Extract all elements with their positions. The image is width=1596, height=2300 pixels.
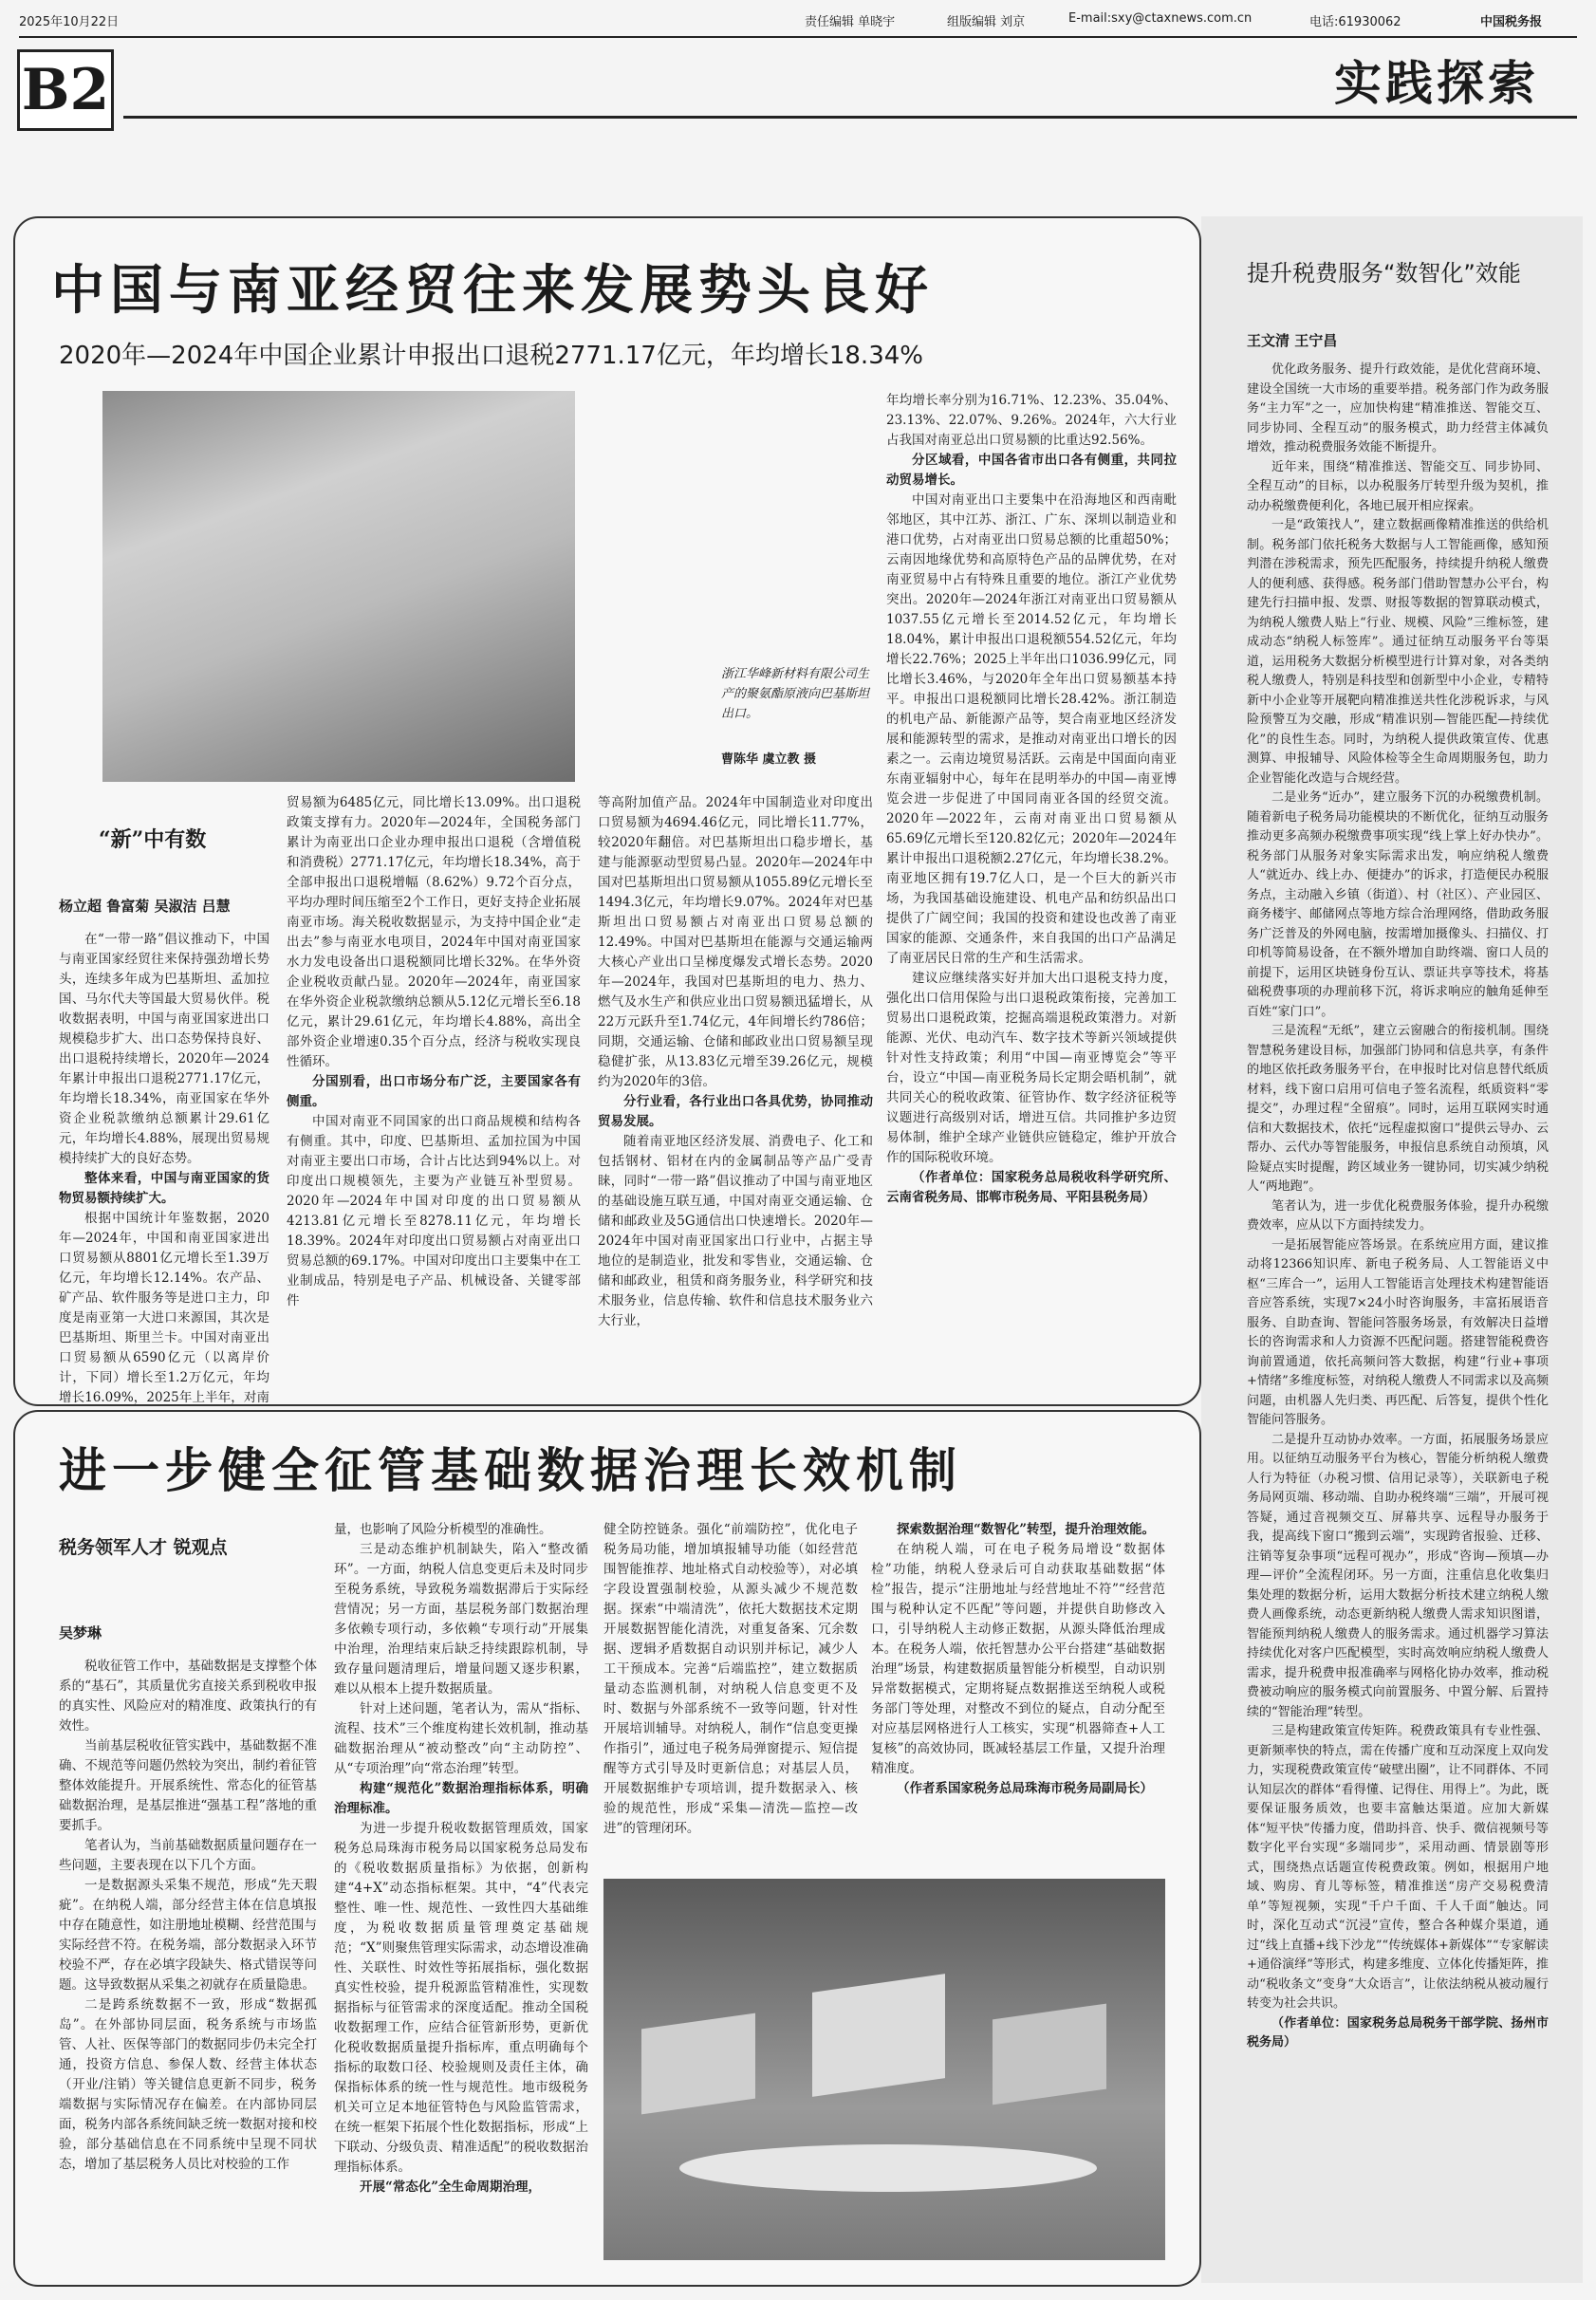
sidebar-author-unit: （作者单位：国家税务总局税务干部学院、扬州市税务局） [1247, 2015, 1549, 2050]
article2-col1 [59, 1657, 317, 2270]
header-phone: 电话:61930062 [1309, 15, 1401, 29]
sidebar-p2: 近年来，围绕“精准推送、智能交互、同步协同、全程互动”的目标，以办税服务厅转型升级为契机，推动办税缴费便利化，各地已展开相应探索。 [1247, 459, 1549, 513]
sidebar-p9: 三是构建政策宣传矩阵。税费政策具有专业性强、更新频率快的特点，需在传播广度和互动深度上双向发力，实现税费政策宣传“破壁出圈”，让不同群体、不同认知层次的群体“看得懂、记得住、用得上”。为此，既要保证服务质效，也要丰富触达渠道。应加大新媒体“短平快”传播力度，借助抖音、快手、微信视频号等数字化平台实现“多端同步”，采用动画、情景剧等形式，围绕热点话题宣传税费政策。例如，根据用户地域、购房、育儿等标签，精准推送“房产交易税费清单”等短视频，实现“千户千面、千人千面”触达。同时，深化互动式“沉浸”宣传，整合各种媒介渠道，通过“线上直播+线下沙龙”“传统媒体+新媒体”“专家解读+通俗演绎”等形式，构建多维度、立体化传播矩阵，推动“税收条文”变身“大众语言”，让依法纳税从被动履行转变为社会共识。 [1247, 1724, 1549, 2011]
article2-column-logo: 税务领军人才 锐观点 [59, 1537, 228, 1558]
section-title: 实践探索 [1334, 55, 1539, 111]
article2-p1: 税收征管工作中，基础数据是支撑整个体系的“基石”，其质量优劣直接关系到税收申报的真实性、风险应对的精准度、政策执行的有效性。 [59, 1659, 317, 1734]
article1-p4: 中国对南亚不同国家的出口商品规模和结构各有侧重。其中，印度、巴基斯坦、孟加拉国为中国对南亚主要出口市场，合计占比达到94%以上。对印度出口规模领先，主要为产业链互补型贸易。2020年—2024年中国对印度的出口贸易额从4213.81亿元增长至8278.11亿元，年均增长18.39%。2024年对印度出口贸易额占对南亚出口贸易总额的69.17%。中国对印度出口主要集中在工业制成品，特别是电子产品、机械设备、关键零部件 [287, 1114, 581, 1308]
article1-column-logo: “新”中有数 [99, 827, 207, 852]
article1-col3 [598, 793, 873, 1368]
article1-p2-heading: 整体来看，中国与南亚国家的货物贸易额持续扩大。 [59, 1171, 269, 1206]
sidebar-p5: 三是流程“无纸”，建立云窗融合的衔接机制。围绕智慧税务建设目标，加强部门协同和信息共享，有条件的地区依托政务服务平台，在申报时比对信息替代纸质材料，线下窗口启用可信电子签名流程，纸质资料“零提交”，办理过程“全留痕”。同时，运用互联网实时通信和大数据技术，依托“远程虚拟窗口”提供云导办、云帮办、云代办等智能服务，申报信息系统自动预填，风险疑点实时提醒，跨区域业务一键协同，切实减少纳税人“两地跑”。 [1247, 1024, 1549, 1194]
article1-title: 中国与南亚经贸往来发展势头良好 [51, 259, 934, 322]
article1-authors: 杨立超 鲁富菊 吴淑洁 吕慧 [59, 898, 231, 915]
article1-p4-heading: 分国别看，出口市场分布广泛，主要国家各有侧重。 [287, 1074, 581, 1109]
article1-photographers: 曹陈华 虞立教 摄 [721, 752, 817, 767]
article1-col1 [59, 930, 269, 1405]
article1-subtitle: 2020年—2024年中国企业累计申报出口退税2771.17亿元，年均增长18.34% [59, 342, 923, 370]
article1-p2: 根据中国统计年鉴数据，2020年—2024年，中国和南亚国家进出口贸易额从8801亿元增长至1.39万亿元，年均增长12.14%。农产品、矿产品、软件服务等是进口主力，印度是南亚第一大进口来源国，其次是巴基斯坦、斯里兰卡。中国对南亚出口贸易额从6590亿元（以离岸价计，下同）增长至1.2万亿元，年均增长16.09%，2025年上半年，对南 [59, 1211, 269, 1405]
illus-card-3 [993, 2004, 1106, 2105]
sidebar-title: 提升税费服务“数智化”效能 [1247, 260, 1521, 287]
article1-p8-heading: 分区域看，中国各省市出口各有侧重，共同拉动贸易增长。 [886, 453, 1177, 488]
article2-illustration [603, 1879, 1165, 2260]
article1-photo [102, 391, 575, 782]
article1-caption: 浙江华峰新材料有限公司生产的聚氨酯原液向巴基斯坦出口。 [721, 667, 870, 721]
illus-base [679, 2144, 1097, 2192]
sidebar-p1: 优化政务服务、提升行政效能，是优化营商环境、建设全国统一大市场的重要举措。税务部门作为政务服务“主力军”之一，应加快构建“精准推送、智能交互、同步协同、全程互动”的服务模式，助力经营主体减负增效，推动税费服务效能不断提升。 [1247, 362, 1549, 454]
sidebar-p6: 笔者认为，进一步优化税费服务体验，提升办税缴费效率，应从以下方面持续发力。 [1247, 1198, 1549, 1233]
article2-p8: 针对上述问题，笔者认为，需从“指标、流程、技术”三个维度构建长效机制，推动基础数据治理从“被动整改”向“主动防控”、从“专项治理”向“常态治理”转型。 [334, 1701, 588, 1776]
article2-col4 [871, 1520, 1165, 1867]
article2-p11: 在纳税人端，可在电子税务局增设“数据体检”功能，纳税人登录后可自动获取基础数据“体检”报告，提示“注册地址与经营地址不符”“经营范围与税种认定不匹配”等问题，并提供自助修改入口，引导纳税人主动修正数据，从源头降低治理成本。在税务人端，依托智慧办公平台搭建“基础数据治理”场景，构建数据质量智能分析模型，自动识别异常数据模式，定期将疑点数据推送至纳税人或税务部门等处理，对整改不到位的疑点，自动分配至对应基层网格进行人工核实，实现“机器筛查+人工复核”的高效协同，既减轻基层工作量，又提升治理精准度。 [871, 1542, 1165, 1776]
article2-p10: 健全防控链条。强化“前端防控”，优化电子税务局功能，增加填报辅导功能（如经营范围智能推荐、地址格式自动校验等），对必填字段设置强制校验，从源头减少不规范数据。探索“中端清洗”，依托大数据技术定期开展数据智能化清洗，对重复备案、冗余数据、逻辑矛盾数据自动识别并标记，减少人工干预成本。完善“后端监控”，建立数据质量动态监测机制，对纳税人信息变更不及时、数据与外部系统不一致等问题，针对性开展培训辅导。对纳税人，制作“信息变更操作指引”，通过电子税务局弹窗提示、短信提醒等方式引导及时更新信息；对基层人员，开展数据维护专项培训，提升数据录入、核验的规范性，形成“采集—清洗—监控—改进”的管理闭环。 [603, 1522, 858, 1836]
article2-p7: 三是动态维护机制缺失，陷入“整改循环”。一方面，纳税人信息变更后未及时同步至税务系统，导致税务端数据滞后于实际经营情况；另一方面，基层税务部门数据治理多依赖专项行动，多依赖“专项行动”开展集中治理，治理结束后缺乏持续跟踪机制，导致存量问题清理后，增量问题又逐步积累，难以从根本上提升数据质量。 [334, 1542, 588, 1697]
sidebar-p7: 一是拓展智能应答场景。在系统应用方面，建议推动将12366知识库、新电子税务局、人工智能语义中枢“三库合一”，运用人工智能语言处理技术构建智能语音应答系统，实现7×24小时咨询服务，丰富拓展语音服务、自助查询、智能问答服务场景，有效解决日益增长的咨询需求和人力资源不匹配问题。搭建智能税费咨询前置通道，依托高频问答大数据，构建“行业+事项+情绪”多维度标签，对纳税人缴费人不同需求以及高频问题，由机器人先归类、再匹配、后答复，提供个性化智能问答服务。 [1247, 1237, 1549, 1427]
section-rule [123, 116, 1577, 119]
article1-p9: 建议应继续落实好并加大出口退税支持力度，强化出口信用保险与出口退税政策衔接，完善加工贸易出口退税政策，挖掘高端退税政策潜力。对新能源、光伏、电动汽车、数字技术等新兴领域提供针对性支持政策；利用“中国—南亚博览会”等平台，设立“中国—南亚税务局长定期会晤机制”，就共同关心的税收政策、征管协作、数字经济征税等议题进行高级别对话，增进互信。共同推护多边贸易体制，维护全球产业链供应链稳定，维护开放合作的国际税收环境。 [886, 971, 1177, 1165]
sidebar-body [1247, 361, 1549, 2268]
article2-author-unit: （作者系国家税务总局珠海市税务局副局长） [897, 1781, 1153, 1796]
article2-author: 吴梦琳 [59, 1624, 102, 1642]
article2-col2 [334, 1520, 588, 2270]
sidebar-p3: 一是“政策找人”，建立数据画像精准推送的供给机制。税务部门依托税务大数据与人工智能画像，感知预判潜在涉税需求，预先匹配服务，持续提升纳税人缴费人的便利感、获得感。税务部门借助智慧办公平台，构建先行扫描申报、发票、财报等数据的智算联动模式，为纳税人缴费人贴上“行业、规模、风险”三维标签，建成动态“纳税人标签库”。通过征纳互动服务平台等渠道，运用税务大数据分析模型进行计算对象，对各类纳税人缴费人，特别是科技型和创新型中小企业，专精特新中小企业等开展靶向精准推送共性化涉税诉求，与风险预警互为交融，形成“精准识别—智能匹配—持续优化”的良性生态。同时，为纳税人提供政策宣传、优惠测算、申报辅导、风险体检等全生命周期服务包，助力企业智能化改造与合规经营。 [1247, 518, 1549, 786]
article1-col4 [886, 391, 1177, 1368]
header-rule [19, 36, 1577, 38]
article2-p10-heading: 开展“常态化”全生命周期治理， [360, 2179, 542, 2195]
article2-p5: 二是跨系统数据不一致，形成“数据孤岛”。在外部协同层面，税务系统与市场监管、人社、医保等部门的数据同步仍未完全打通，投资方信息、参保人数、经营主体状态（开业/注销）等关键信息更新不同步，税务端数据与实际情况存在偏差。在内部协同层面，税务内部各系统间缺乏统一数据对接和校验，部分基础信息在不同系统中呈现不同状态，增加了基层税务人员比对校验的工作 [59, 1997, 317, 2172]
article1-p3: 贸易额为6485亿元，同比增长13.09%。出口退税政策支撑有力。2020年—2024年，全国税务部门累计为南亚出口企业办理申报出口退税（含增值税和消费税）2771.17亿元，年均增长18.34%，高于全部申报出口退税增幅（8.62%）9.72个百分点，平均办理时间压缩至2个工作日，更好支持企业拓展南亚市场。海关税收数据显示，为支持中国企业“走出去”参与南亚水电项目，2024年中国对南亚国家水力发电设备出口退税额同比增长32%。在华外资企业税收贡献凸显。2020年—2024年，南亚国家在华外资企业税款缴纳总额从5.12亿元增长至6.18亿元，累计29.61亿元，年均增长4.88%，高出全部外资企业增速0.35个百分点，经济与税收实现良性循环。 [287, 795, 581, 1069]
article2-p2: 当前基层税收征管实践中，基础数据不准确、不规范等问题仍然较为突出，制约着征管整体效能提升。开展系统性、常态化的征管基础数据治理，是基层推进“强基工程”落地的重要抓手。 [59, 1738, 317, 1833]
sidebar-authors: 王文清 王宁昌 [1247, 332, 1338, 349]
article2-col3 [603, 1520, 858, 1867]
header-paper: 中国税务报 [1480, 15, 1543, 29]
article1-p1: 在“一带一路”倡议推动下，中国与南亚国家经贸往来保持强劲增长势头，连续多年成为巴基斯坦、孟加拉国、马尔代夫等国最大贸易伙伴。税收数据表明，中国与南亚国家进出口规模稳步扩大、出口态势保持良好、出口退税持续增长，2020年—2024年累计申报出口退税2771.17亿元，年均增长18.34%，南亚国家在华外资企业税款缴纳总额累计29.61亿元，年均增长4.88%，展现出贸易规模持续扩大的良好态势。 [59, 932, 269, 1166]
article2-p3: 笔者认为，当前基础数据质量问题存在一些问题，主要表现在以下几个方面。 [59, 1838, 317, 1873]
article1-p7: 年均增长率分别为16.71%、12.23%、35.04%、23.13%、22.07%、9.26%。2024年，六大行业占我国对南亚总出口贸易额的比重达92.56%。 [886, 393, 1177, 448]
article1-author-unit: （作者单位：国家税务总局税收科学研究所、云南省税务局、邯郸市税务局、平阳县税务局） [886, 1170, 1177, 1205]
article1-p8: 中国对南亚出口主要集中在沿海地区和西南毗邻地区，其中江苏、浙江、广东、深圳以制造业和港口优势，占对南亚出口贸易总额的比重超50%；云南因地缘优势和高原特色产品的品牌优势，在对南亚贸易中占有特殊且重要的地位。浙江产业优势突出。2020年—2024年浙江对南亚出口贸易额从1037.55亿元增长至2014.52亿元，年均增长18.04%，累计申报出口退税额554.52亿元，年均增长22.76%；2025上半年出口1036.99亿元，同比增长3.46%，与2020年全年出口贸易额基本持平。申报出口退税额同比增长28.42%。浙江制造的机电产品、新能源产品等，契合南亚地区经济发展和能源转型的需求，是推动对南亚出口增长的因素之一。云南边境贸易活跃。云南是中国面向南亚东南亚辐射中心，每年在昆明举办的中国—南亚博览会进一步促进了中国同南亚各国的经贸交流。2020年—2022年，云南对南亚出口贸易额从65.69亿元增长至120.82亿元；2020年—2024年累计申报出口退税额2.27亿元，年均增长38.2%。南亚地区拥有19.7亿人口，是一个巨大的新兴市场，为我国基础设施建设、机电产品和纺织品出口提供了广阔空间；我国的投资和建设也改善了南亚国家的能源、交通条件，来自我国的出口产品满足了南亚居民日常的生产和生活需求。 [886, 492, 1177, 966]
header-email: E-mail:sxy@ctaxnews.com.cn [1068, 11, 1253, 26]
article2-p6: 量，也影响了风险分析模型的准确性。 [334, 1522, 552, 1537]
article2-p11-heading: 探索数据治理“数智化”转型，提升治理效能。 [897, 1522, 1156, 1537]
header-composer: 组版编辑 刘京 [947, 15, 1026, 29]
sidebar-p4: 二是业务“近办”，建立服务下沉的办税缴费机制。随着新电子税务局功能模块的不断优化，征纳互动服务推动更多高频办税缴费事项实现“线上掌上好办快办”。税务部门从服务对象实际需求出发，响应纳税人缴费人“就近办、线上办、便捷办”的诉求，打造便民办税服务点，主动融入乡镇（街道）、村（社区）、产业园区、商务楼宇、邮储网点等地方综合治理网络，借助政务服务广泛普及的外网电脑，按需增加摄像头、扫描仪、打印机等简易设备，在不额外增加自助终端、窗口人员的前提下，运用区块链身份互认、票证共享等技术，将基础税费事项的办理前移下沉，将诉求响应的触角延伸至百姓“家门口”。 [1247, 790, 1549, 1019]
header-date: 2025年10月22日 [19, 15, 120, 29]
header-editor: 责任编辑 单晓宇 [805, 15, 896, 29]
illus-card-1 [641, 2013, 755, 2115]
sidebar-p8: 二是提升互动协办效率。一方面，拓展服务场景应用。以征纳互动服务平台为核心，智能分析纳税人缴费人行为特征（办税习惯、信用记录等），关联新电子税务局网页端、移动端、自助办税终端“三端”，开展可视答疑，通过音视频交互、屏幕共享、远程导办服务于我，提高线下窗口“搬到云端”，实现跨省报验、迁移、注销等复杂事项“远程可视办”，形成“咨询—预填—办理—评价”全流程闭环。另一方面，注重信息化收集归集处理的数据分析，运用大数据分析技术建立纳税人缴费人画像系统，动态更新纳税人缴费人需求知识图谱，智能预判纳税人缴费人的服务需求。通过机器学习算法持续优化对客户匹配模型，实时高效响应纳税人缴费人需求，提升税费申报准确率与网格化协办效率，推动税费被动响应的服务模式向前置服务、中置分解、后置持续的“智能治理”转型。 [1247, 1432, 1549, 1719]
article2-p9: 为进一步提升税收数据管理质效，国家税务总局珠海市税务局以国家税务总局发布的《税收数据质量指标》为依据，创新构建“4+X”动态指标框架。其中，“4”代表完整性、唯一性、规范性、一致性四大基础维度，为税收数据质量管理奠定基础规范；“X”则聚焦管理实际需求，动态增设准确性、关联性、时效性等拓展指标，强化数据真实性校验，提升税源监管精准性，实现数据指标与征管需求的深度适配。推动全国税收数据理工作，应结合征管新形势，更新优化税收数据质量提升指标库，重点明确每个指标的取数口径、校验规则及责任主体，确保指标体系的统一性与规范性。地市级税务机关可立足本地征管特色与风险监管需求，在统一框架下拓展个性化数据指标，形成“上下联动、分级负责、精准适配”的税收数据治理指标体系。 [334, 1821, 588, 2175]
article1-col2 [287, 793, 581, 1368]
article2-title: 进一步健全征管基础数据治理长效机制 [59, 1442, 962, 1498]
article1-p6: 随着南亚地区经济发展、消费电子、化工和包括钢材、铝材在内的金属制品等产品广受青睐，同时“一带一路”倡议推动了中国与南亚地区的基础设施互联互通，中国对南亚交通运输、仓储和邮政业及5G通信出口快速增长。2020年—2024年中国对南亚国家出口行业中，占据主导地位的是制造业，批发和零售业，交通运输、仓储和邮政业，租赁和商务服务业，科学研究和技术服务业，信息传输、软件和信息技术服务业六大行业， [598, 1134, 873, 1328]
article1-p5: 等高附加值产品。2024年中国制造业对印度出口贸易额为4694.46亿元，同比增长11.77%，较2020年翻倍。对巴基斯坦出口稳步增长，基建与能源驱动型贸易凸显。2020年—2024年中国对巴基斯坦出口贸易额从1055.89亿元增长至1494.3亿元，年均增长9.07%。2024年对巴基斯坦出口贸易额占对南亚出口贸易总额的12.49%。中国对巴基斯坦在能源与交通运输两大核心产业出口呈梯度爆发式增长态势。2020年—2024年，我国对巴基斯坦的电力、热力、燃气及水生产和供应业出口贸易额迅猛增长，从22万元跃升至1.74亿元，4年间增长约786倍；同期，交通运输、仓储和邮政业出口贸易额呈现稳健扩张，从13.83亿元增至39.26亿元，规模约为2020年的3倍。 [598, 795, 873, 1089]
page-number: B2 [17, 49, 114, 131]
article2-p9-heading: 构建“规范化”数据治理指标体系，明确治理标准。 [334, 1781, 588, 1816]
article1-p6-heading: 分行业看，各行业出口各具优势，协同推动贸易发展。 [598, 1094, 873, 1129]
illus-card-2 [812, 1974, 945, 2097]
article2-p4: 一是数据源头采集不规范，形成“先天瑕疵”。在纳税人端，部分经营主体在信息填报中存在随意性，如注册地址模糊、经营范围与实际经营不符。在税务端，部分数据录入环节校验不严，存在必填字段缺失、格式错误等问题。这导致数据从采集之初就存在质量隐患。 [59, 1878, 317, 1993]
